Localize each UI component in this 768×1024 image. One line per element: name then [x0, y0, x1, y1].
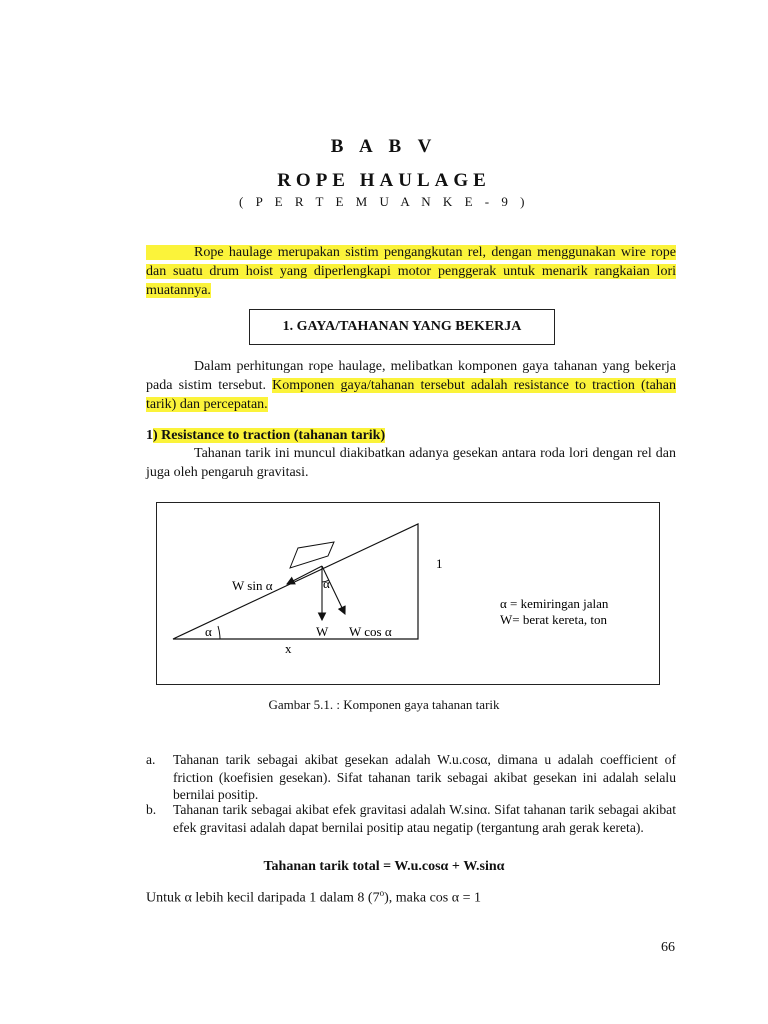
- alpha-base-label: α: [205, 624, 212, 639]
- condition-text-2: ), maka cos α = 1: [384, 890, 481, 906]
- page-number: 66: [661, 940, 675, 955]
- subsection-number: 1: [146, 428, 153, 443]
- paragraph-3: [146, 444, 676, 482]
- lori-box: [290, 542, 334, 568]
- figure-caption: Gambar 5.1. : Komponen gaya tahanan tarik: [268, 697, 500, 712]
- chapter-subtitle: ( P E R T E M U A N K E - 9 ): [239, 194, 529, 209]
- paragraph-2: [146, 357, 676, 414]
- list-item: [146, 751, 676, 804]
- condition-line: [146, 888, 481, 907]
- alpha-top-label: α: [323, 576, 330, 591]
- base-angle-arc: [218, 626, 220, 639]
- height-label: 1: [436, 556, 443, 571]
- incline-force-diagram: [156, 502, 660, 685]
- total-resistance-formula: Tahanan tarik total = W.u.cosα + W.sinα: [263, 859, 505, 874]
- condition-text-1: Untuk α lebih kecil daripada 1 dalam 8 (7: [146, 890, 380, 906]
- w-label: W: [316, 624, 329, 639]
- legend-alpha: α = kemiringan jalan: [500, 596, 609, 611]
- w-sin-label: W sin α: [232, 578, 273, 593]
- list-text-a: Tahanan tarik sebagai akibat gesekan adalah W.u.cosα, dimana u adalah coefficient of friction (koefisien gesekan). Sifat tahanan tarik sebagai akibat gesekan ini adalah selalu bernilai positip.: [173, 752, 676, 802]
- list-item: [146, 801, 676, 836]
- section-heading-box: [249, 309, 555, 345]
- paragraph-2-highlight: Komponen gaya/tahanan tersebut adalah resistance to traction (tahan tarik) dan percepatan.: [146, 378, 676, 412]
- intro-paragraph: [146, 243, 676, 300]
- section-heading: 1. GAYA/TAHANAN YANG BEKERJA: [282, 319, 522, 334]
- list-marker-a: a.: [146, 752, 156, 767]
- paragraph-2-plain: Dalam perhitungan rope haulage, melibatkan komponen gaya tahanan yang bekerja pada sistim tersebut.: [146, 359, 676, 393]
- degree-sup: o: [379, 888, 385, 898]
- chapter-heading: B A B V: [330, 136, 438, 157]
- intro-text: Rope haulage merupakan sistim pengangkutan rel, dengan menggunakan wire rope dan suatu drum hoist yang diperlengkapi motor penggerak untuk menarik rangkaian lori muatannya.: [146, 245, 676, 298]
- subsection-title: ) Resistance to traction (tahanan tarik): [153, 428, 386, 443]
- chapter-title: ROPE HAULAGE: [277, 170, 491, 191]
- intro-highlight: [146, 245, 676, 298]
- list-text-b: Tahanan tarik sebagai akibat efek gravitasi adalah W.sinα. Sifat tahanan tarik sebagai akibat efek gravitasi adalah dapat bernilai positip atau negatip (tergantung arah gerak kereta).: [173, 802, 676, 835]
- list-marker-b: b.: [146, 802, 157, 817]
- sin-arrow: [287, 566, 322, 584]
- paragraph-3-text: Tahanan tarik ini muncul diakibatkan adanya gesekan antara roda lori dengan rel dan juga oleh pengaruh gravitasi.: [146, 446, 676, 480]
- legend-weight: W= berat kereta, ton: [500, 612, 607, 627]
- w-cos-label: W cos α: [349, 624, 392, 639]
- x-label: x: [285, 641, 292, 656]
- incline-triangle: [173, 524, 418, 639]
- subsection-heading: [146, 426, 385, 445]
